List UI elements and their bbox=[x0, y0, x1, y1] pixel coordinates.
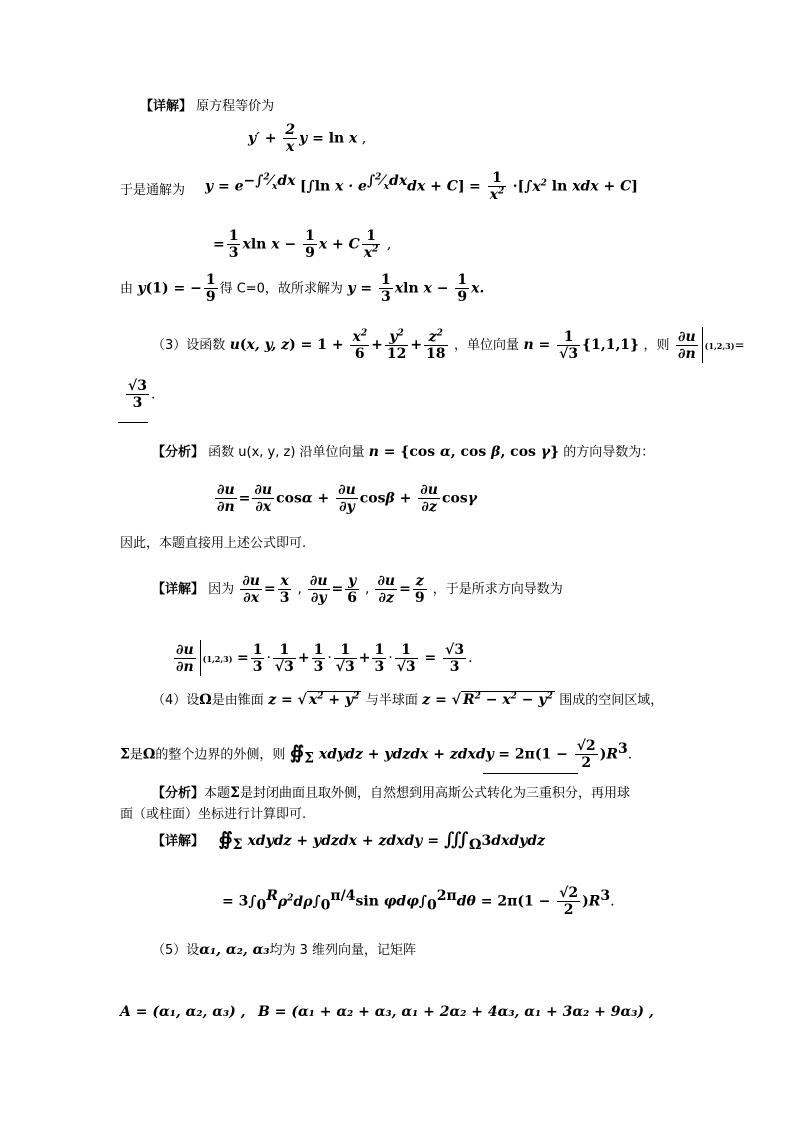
analysis-4-a: 本题 bbox=[204, 786, 231, 801]
matrix-a: A = (α₁, α₂, α₃) , bbox=[120, 1004, 246, 1020]
detail-3-prefix: 因为 bbox=[208, 582, 235, 597]
sigma-symbol: Σ bbox=[120, 746, 130, 763]
analysis-4-tag: 【分析】 bbox=[152, 786, 205, 801]
analysis-4-c: 面（或柱面）坐标进行计算即可. bbox=[120, 807, 307, 822]
problem-4-text4: 是 bbox=[129, 747, 143, 763]
detail-3-tag: 【详解】 bbox=[152, 582, 205, 597]
analysis-4: 【分析】本题Σ是封闭曲面且取外侧，自然想到用高斯公式转化为三重积分，再用球 bbox=[152, 785, 630, 801]
analysis-text: 函数 u(x, y, z) 沿单位向量 bbox=[208, 445, 365, 460]
detail-3-suffix: ，于是所求方向导数为 bbox=[432, 582, 563, 597]
detail-4-line1: 【详解】 $∯_\Sigma$ xdydz + ydzdx + zdxdy = $∭_\Omega 3dxdydz$ bbox=[152, 829, 546, 853]
answer-underline bbox=[118, 422, 148, 423]
problem-3-mid: ，单位向量 bbox=[453, 338, 519, 353]
problem-5-vectors: α₁, α₂, α₃ bbox=[199, 942, 270, 958]
ode-equation: y′ + $\frac{2}{x}$ y = ln x , bbox=[248, 122, 367, 155]
detail-intro: 原方程等价为 bbox=[196, 99, 275, 114]
problem-5-matrices bbox=[120, 1002, 654, 1022]
analysis-tag: 【分析】 bbox=[152, 445, 205, 460]
general-solution-formula: $y = e^{-\int^2⁄_xdx}$ [∫ln $x \cdot e^{\int^2⁄_xdx}dx + C$] = $\frac{1}{x^2}$ $\cdot[\int x^2$ ln xdx + C] bbox=[205, 170, 638, 203]
answer-4-underline bbox=[483, 773, 578, 774]
problem-3-num: （3）设函数 bbox=[152, 338, 226, 353]
analysis-4-b: 是封闭曲面且取外侧，自然想到用高斯公式转化为三重积分，再用球 bbox=[239, 786, 630, 801]
directional-derivative-formula: $\frac{\partial u}{\partial n}$ = $\frac{\partial u}{\partial x}$ cosα + $\frac{\partial u}{\partial y}$ cosβ + $\frac{\partial u}{\partial z}$ cosγ bbox=[217, 482, 477, 515]
general-label: 于是通解为 bbox=[120, 183, 186, 198]
problem-5-num: （5）设 bbox=[152, 943, 200, 958]
detail-line-1 bbox=[140, 97, 274, 117]
problem-5-text: 均为 3 维列向量，记矩阵 bbox=[269, 943, 417, 958]
cond-prefix: 由 bbox=[120, 281, 134, 297]
detail-3: 【详解】 因为 $\frac{\partial u}{\partial x}$ = $\frac{x}{3}$ , $\frac{\partial u}{\partial y}$ = $\frac{y}{6}$ , $\frac{\partial u}{\partial z}$ = $\frac{z}{9}$ ，于是所求方向导数为 bbox=[152, 573, 563, 606]
problem-4-text2: 与半球面 bbox=[365, 693, 418, 708]
detail-4-line2: = $3\int_0^R\rho^2d\rho\int_0^{\pi/4}\sin$ $\varphi d\varphi\int_0^{2\pi}d\theta = 2\pi(1$ − $\frac{√2}{2}$ )$R^3$. bbox=[222, 885, 615, 918]
final-solution-line: 由 y(1) = − $\frac{1}{9}$ 得 C=0，故所求解为 y = $\frac{1}{3}$ xln x − $\frac{1}{9}$ x. bbox=[120, 272, 485, 305]
problem-4-text3: 围成的空间区域， bbox=[559, 693, 664, 708]
omega-symbol: Ω bbox=[199, 692, 212, 708]
problem-4-text1: 是由锥面 bbox=[211, 693, 264, 708]
eval-point: (1,2,3) bbox=[704, 341, 735, 351]
problem-4: （4）设Ω是由锥面 z = √ $x^2 + y^2$ 与半球面 z = √ $R^2 - x^2 - y^2$ 围成的空间区域， bbox=[152, 691, 664, 708]
problem-4-line2: Σ是Ω的整个边界的外侧，则 $∯_\Sigma$ xdydz + ydzdx + zdxdy = 2π(1 − $\frac{√2}{2}$ )$R^3$. bbox=[120, 738, 633, 771]
problem-3-then: ，则 bbox=[643, 338, 670, 353]
general-solution-simplified: = $\frac{1}{3}$ xln x − $\frac{1}{9}$ x + C $\frac{1}{x^2}$ , bbox=[213, 228, 392, 261]
problem-4-num: （4）设 bbox=[152, 693, 200, 708]
problem-3-answer: $\frac{√3}{3}$ . bbox=[128, 378, 156, 411]
cond-mid: 得 C=0，故所求解为 bbox=[219, 281, 343, 297]
conclusion-3: 因此，本题直接用上述公式即可. bbox=[120, 536, 307, 551]
problem-5 bbox=[152, 940, 416, 961]
matrix-b: B = (α₁ + α₂ + α₃, α₁ + 2α₂ + 4α₃, α₁ + 3α₂ + 9α₃) , bbox=[258, 1004, 654, 1020]
analysis-3: 【分析】 函数 u(x, y, z) 沿单位向量 n = {cos α, cos β, cos γ} 的方向导数为： bbox=[152, 444, 655, 460]
analysis-text2: 的方向导数为： bbox=[563, 445, 655, 460]
problem-4-text5: 的整个边界的外侧，则 bbox=[155, 747, 286, 763]
result-3: $\frac{\partial u}{\partial n}$ (1,2,3) = $\frac{1}{3}$ · $\frac{1}{√3}$ + $\frac{1}{3}$ · $\frac{1}{√3}$ + $\frac{1}{3}$ · $\frac{1}{√3}$ = $\frac{√3}{3}$ . bbox=[176, 641, 473, 675]
problem-3: （3）设函数 u(x, y, z) = 1 + $\frac{x^2}{6}$ + $\frac{y^2}{12}$ + $\frac{z^2}{18}$ ，单位向量 n = $\frac{1}{√3}$ {1,1,1} ，则 $\frac{\partial u}{\partial n}$ (1,2,3)= bbox=[152, 327, 745, 362]
detail-tag: 【详解】 bbox=[140, 99, 193, 114]
detail-4-tag: 【详解】 bbox=[152, 834, 205, 849]
problem-3-eq: = bbox=[734, 338, 745, 352]
general-solution-line bbox=[120, 180, 185, 201]
